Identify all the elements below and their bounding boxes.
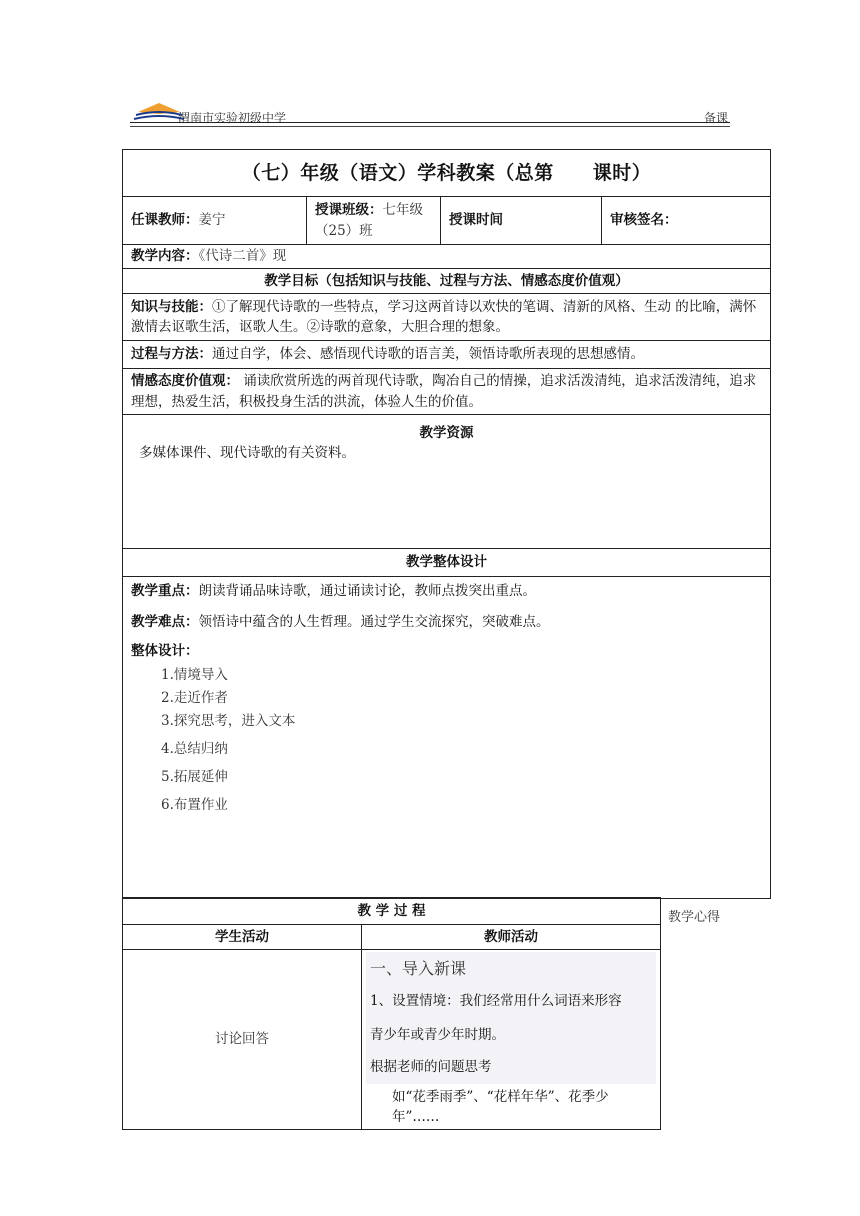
class-cell [307,197,441,245]
teacher-line-3: 根据老师的问题思考 [370,1059,492,1075]
header-rule [130,122,730,123]
process-table [122,897,661,1130]
resources-cell [123,415,771,549]
section-heading: 一、导入新课 [370,959,467,978]
class-value-1: 七年级 [382,202,423,219]
lesson-plan-table [122,149,771,899]
design-step: 5.拓展延伸 [161,769,228,785]
goals-heading: 教学目标（包括知识与技能、过程与方法、情感态度价值观） [123,269,771,294]
resources-heading: 教学资源 [419,425,474,441]
design-step: 1.情境导入 [161,667,228,683]
student-activity: 讨论回答 [123,950,362,1130]
teacher-cell [123,197,307,245]
design-step: 6.布置作业 [161,797,228,813]
key-point [131,579,762,604]
teacher-line-1: 1、设置情境：我们经常用什么词语来形容 [370,993,622,1009]
process-label: 过程与方法： [131,346,212,363]
teacher-value: 姜宁 [198,212,226,229]
design-step: 3.探究思考，进入文本 [161,713,296,729]
emotion-label: 情感态度价值观： [131,373,239,390]
difficulty-text: 领悟诗中蕴含的人生哲理。通过学生交流探究，突破难点。 [198,614,550,630]
teacher-activity-cell [362,950,661,1130]
knowledge-row [123,294,771,341]
key-text: 朗读背诵品味诗歌，通过诵读讨论，教师点拨突出重点。 [198,583,536,599]
school-name: 渭南市实验初级中学 [178,111,287,125]
knowledge-text: ①了解现代诗歌的一些特点，学习这两首诗以欢快的笔调、清新的风格、生动 的比喻，满怀激情去讴歌生活，讴歌人生。②诗歌的意象，大胆合理的想象。 [131,298,757,335]
teacher-label: 任课教师： [131,212,199,229]
design-step: 2.走近作者 [161,690,228,706]
class-label: 授课班级： [315,202,383,219]
teacher-activity-shaded [366,952,656,1084]
process-text: 通过自学，体会、感悟现代诗歌的语言美，领悟诗歌所表现的思想感情。 [212,346,644,363]
time-label: 授课时间 [441,197,602,245]
difficulty-point [131,610,762,635]
content-value: 《代诗二首》现 [198,248,287,265]
design-cell [123,577,771,899]
review-label: 审核签名： [602,197,771,245]
content-row [123,245,771,269]
difficulty-label: 教学难点： [131,614,199,630]
content-label: 教学内容： [131,248,199,265]
teacher-line-2: 青少年或青少年时期。 [370,1027,505,1043]
knowledge-label: 知识与技能： [131,298,212,315]
key-label: 教学重点： [131,583,199,599]
class-value-2: （25）班 [315,222,373,239]
teacher-line-4: 如“花季雨季”、“花样年华”、花季少年”…… [392,1089,609,1125]
process-heading: 教 学 过 程 [123,898,661,925]
emotion-row [123,369,771,415]
design-step: 4.总结归纳 [161,741,228,757]
emotion-text: 诵读欣赏所选的两首现代诗歌，陶冶自己的情操，追求活泼清纯，追求活泼清纯，追求理想，热爱生活，积极投身生活的洪流，体验人生的价值。 [131,373,757,410]
resources-text: 多媒体课件、现代诗歌的有关资料。 [139,445,355,462]
design-heading: 教学整体设计 [123,549,771,577]
header-rule-thin [130,126,730,127]
prep-label: 备课 [703,111,728,125]
page-header [130,98,730,130]
teacher-col-header: 教师活动 [362,925,661,950]
process-method-row [123,341,771,369]
experience-label: 教学心得 [668,910,721,925]
student-col-header: 学生活动 [123,925,362,950]
page-title: （七）年级（语文）学科教案（总第 课时） [123,150,771,197]
overall-label: 整体设计： [131,643,199,659]
